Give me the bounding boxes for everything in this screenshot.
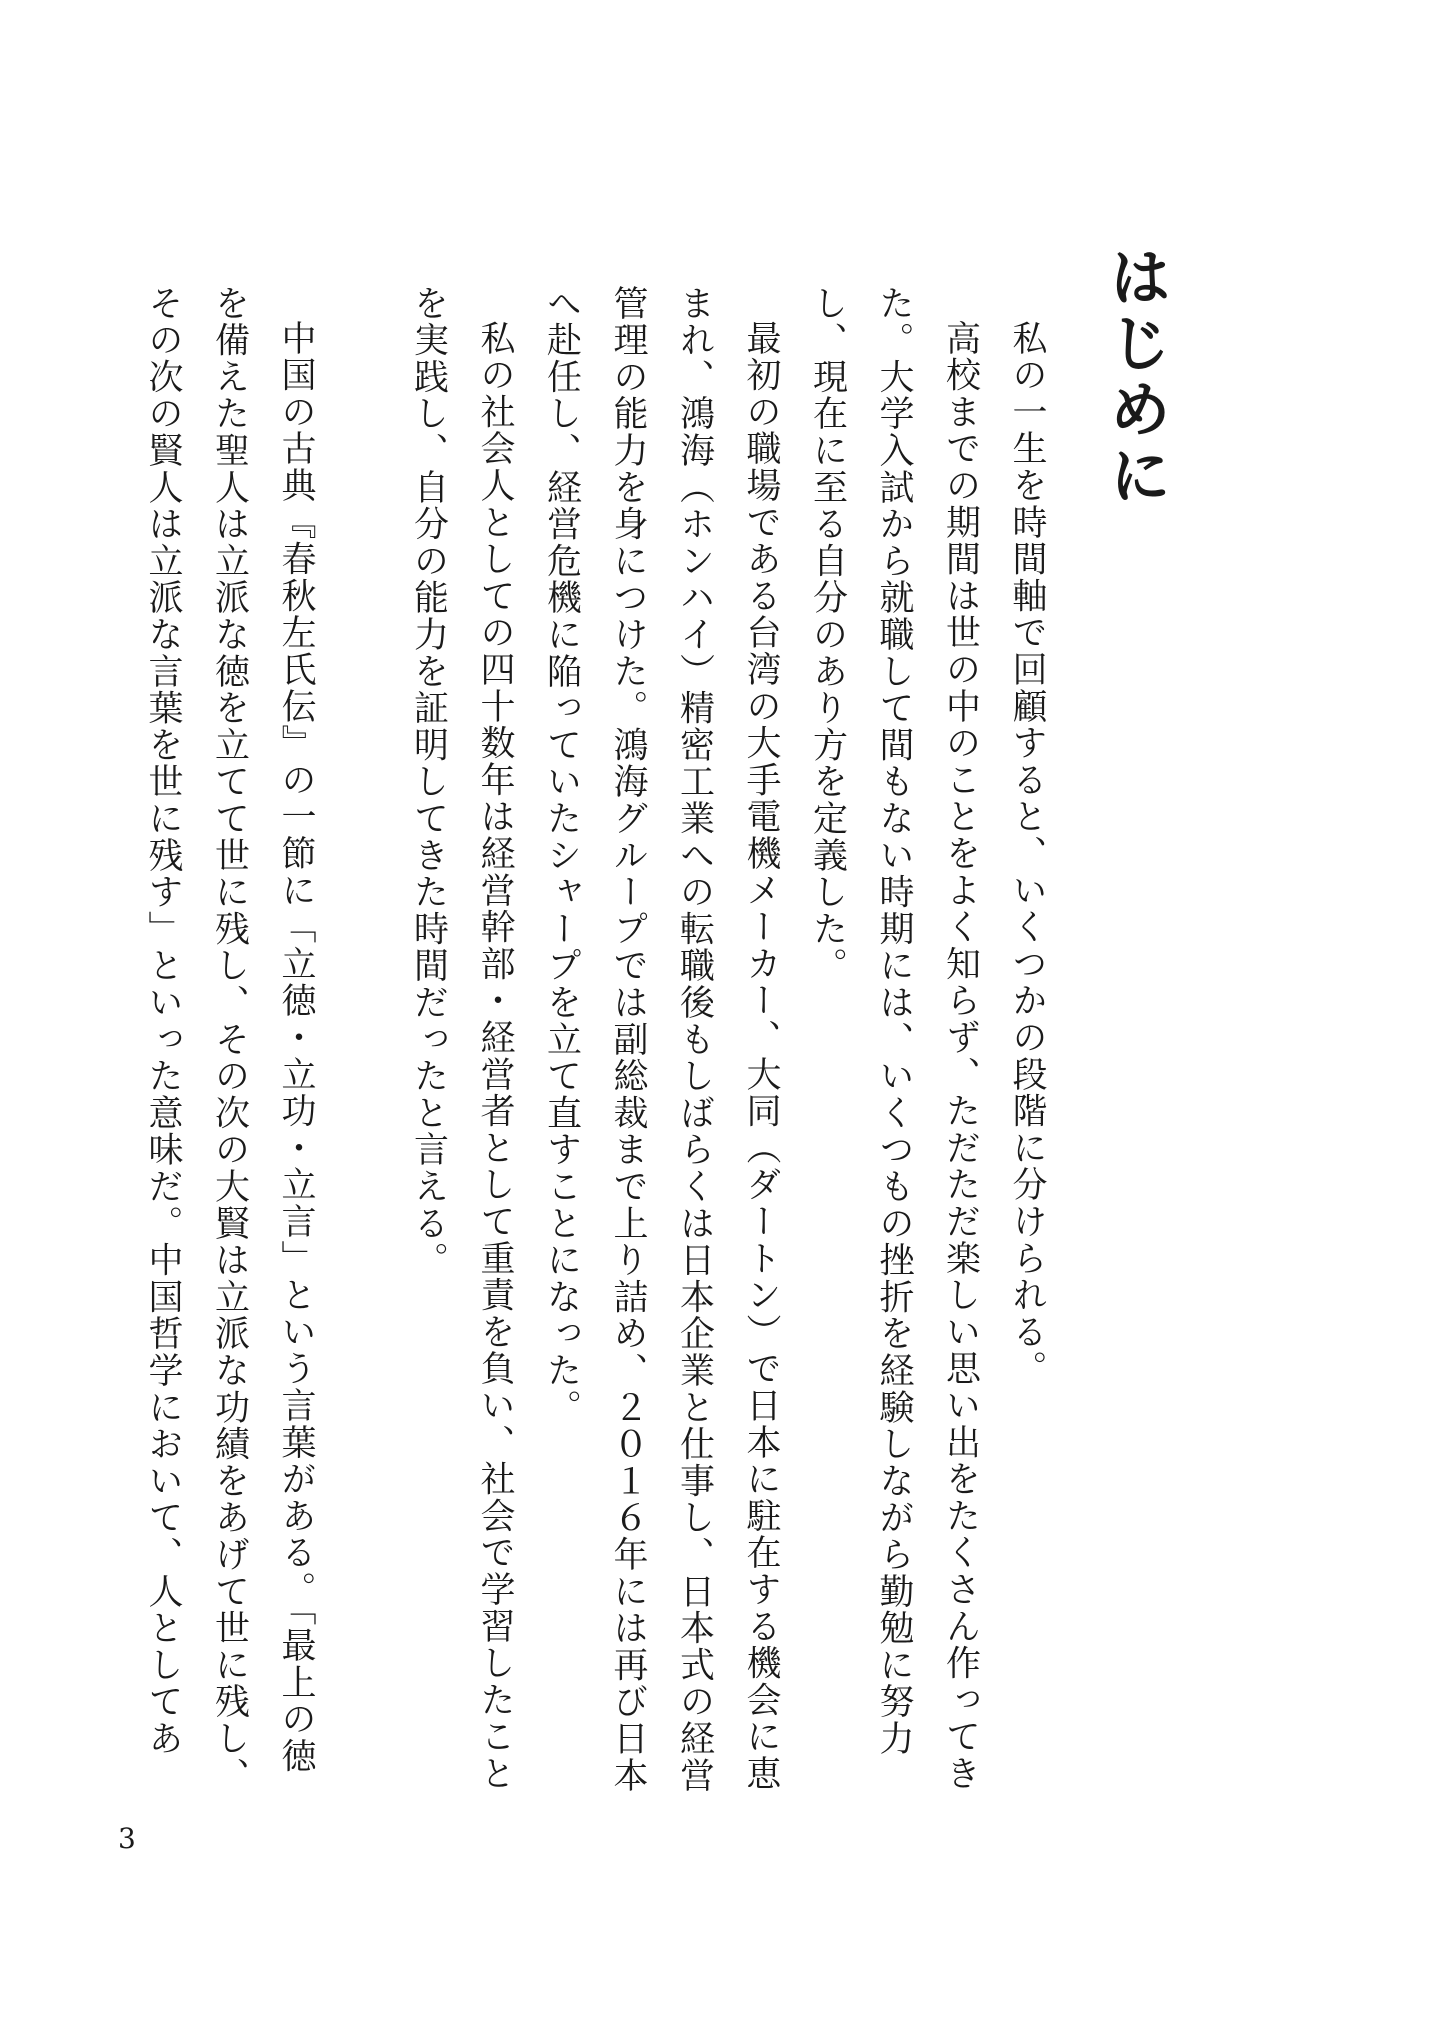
paragraph: 私の社会人としての四十数年は経営幹部・経営者として重責を負い、社会で学習したことを実践し、自分の能力を証明してきた時間だったと言える。 [408, 285, 515, 1792]
chapter-heading: はじめに [1099, 245, 1172, 509]
paragraph: 高校までの期間は世の中のことをよく知らず、ただただ楽しい思い出をたくさん作ってきた。大学入試から就職して間もない時期には、いくつもの挫折を経験しながら勤勉に努力し、現在に至る自分のあり方を定義した。 [807, 285, 981, 1792]
paragraph-spacer [329, 285, 395, 1805]
page-number: 3 [118, 1822, 136, 1855]
paragraph: 最初の職場である台湾の大手電機メーカー、大同（ダートン）で日本に駐在する機会に恵まれ、鴻海（ホンハイ）精密工業への転職後もしばらくは日本企業と仕事し、日本式の経営管理の能力を身につけた。鴻海グループでは副総裁まで上り詰め、２０１６年には再び日本へ赴任し、経営危機に陥っていたシャープを立て直すことになった。 [541, 285, 781, 1794]
body-text [143, 285, 1060, 1805]
paragraph: 私の一生を時間軸で回顧すると、いくつかの段階に分けられる。 [1007, 320, 1047, 1388]
paragraph: 中国の古典『春秋左氏伝』の一節に「立徳・立功・立言」という言葉がある。「最上の徳を備えた聖人は立派な徳を立てて世に残し、その次の大賢は立派な功績をあげて世に残し、その次の賢人は立派な言葉を世に残す」といった意味だ。中国哲学において、人としてあ [143, 285, 316, 1794]
